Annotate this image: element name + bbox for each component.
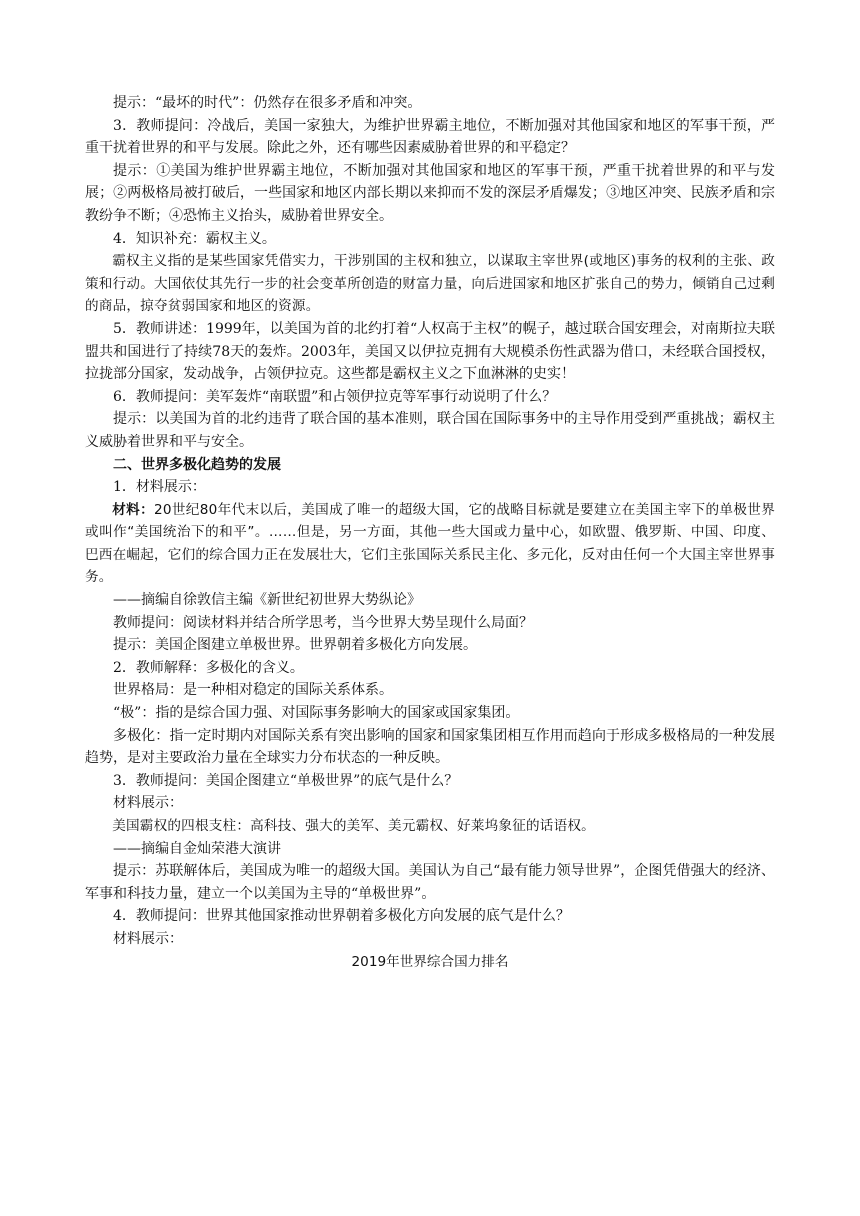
paragraph-question-other-countries: 4．教师提问：世界其他国家推动世界朝着多极化方向发展的底气是什么？ (113, 908, 570, 925)
paragraph-material-display-1: 1．材料展示： (113, 479, 206, 496)
paragraph-material-display-3: 材料展示： (113, 930, 183, 947)
material-lead-label: 材料： (112, 501, 155, 518)
paragraph-hint-soviet-collapse: 提示：苏联解体后，美国成为唯一的超级大国。美国认为自己“最有能力领导世界”，企图凭借强大的经济、军事和科技力量，建立一个以美国为主导的“单极世界”。 (85, 863, 775, 902)
material-unipolar-world (85, 499, 775, 589)
paragraph-question-6: 6．教师提问：美军轰炸“南联盟”和占领伊拉克等军事行动说明了什么？ (113, 388, 557, 405)
paragraph-pole-definition: “极”：指的是综合国力强、对国际事务影响大的国家或国家集团。 (113, 705, 520, 722)
material-hegemonism-definition: 霸权主义指的是某些国家凭借实力，干涉别国的主权和独立，以谋取主宰世界(或地区)事务的权利的主张、政策和行动。大国依仗其先行一步的社会变革所创造的财富力量，向后进国家和地区扩张自己的势力，倾销自己过剩的商品，掠夺贫弱国家和地区的资源。 (85, 253, 775, 315)
paragraph-hint-nato: 提示：以美国为首的北约违背了联合国的基本准则，联合国在国际事务中的主导作用受到严重挑战；霸权主义威胁着世界和平与安全。 (85, 411, 775, 450)
paragraph-hint-unipolar: 提示：美国企图建立单极世界。世界朝着多极化方向发展。 (113, 637, 477, 654)
paragraph-multipolarization-definition: 多极化：指一定时期内对国际关系有突出影响的国家和国家集团相互作用而趋向于形成多极格局的一种发展趋势，是对主要政治力量在全球实力分布状态的一种反映。 (85, 727, 775, 767)
material-body: 20世纪80年代末以后，美国成了唯一的超级大国，它的战略目标就是要建立在美国主宰下的单极世界或叫作“美国统治下的和平”。……但是，另一方面，其他一些大国或力量中心，如欧盟、俄罗斯、中国、印度、巴西在崛起，它们的综合国力正在发展壮大，它们主张国际关系民主化、多元化，反对由任何一个大国主宰世界事务。 (85, 501, 775, 586)
paragraph-question-us-confidence: 3．教师提问：美国企图建立“单极世界”的底气是什么？ (113, 772, 459, 789)
section-heading-multipolarity: 二、世界多极化趋势的发展 (113, 456, 281, 473)
paragraph-knowledge-supplement: 4．知识补充：霸权主义。 (113, 230, 276, 247)
material-four-pillars: 美国霸权的四根支柱：高科技、强大的美军、美元霸权、好莱坞象征的话语权。 (112, 818, 595, 834)
citation-jin-canrong: ——摘编自金灿荣港大演讲 (113, 840, 281, 857)
paragraph-explain-multipolarity: 2．教师解释：多极化的含义。 (113, 659, 304, 676)
citation-xu-dunxin: ——摘编自徐敦信主编《新世纪初世界大势纵论》 (113, 592, 421, 609)
paragraph-world-pattern: 世界格局：是一种相对稳定的国际关系体系。 (113, 682, 393, 699)
paragraph-hint-worst-times: 提示：“最坏的时代”：仍然存在很多矛盾和冲突。 (113, 95, 422, 111)
paragraph-teacher-question-trend: 教师提问：阅读材料并结合所学思考，当今世界大势呈现什么局面？ (113, 614, 533, 631)
table-caption-national-power-ranking: 2019年世界综合国力排名 (351, 953, 509, 970)
paragraph-material-display-2: 材料展示： (113, 795, 183, 812)
paragraph-hint-threats: 提示：①美国为维护世界霸主地位，不断加强对其他国家和地区的军事干预，严重干扰着世界的和平与发展；②两极格局被打破后，一些国家和地区内部长期以来抑而不发的深层矛盾爆发；③地区冲突、民族矛盾和宗教纷争不断；④恐怖主义抬头，威胁着世界安全。 (85, 162, 775, 224)
paragraph-teacher-narration-5: 5．教师讲述：1999年，以美国为首的北约打着“人权高于主权”的幌子，越过联合国安理会，对南斯拉夫联盟共和国进行了持续78天的轰炸。2003年，美国又以伊拉克拥有大规模杀伤性武器为借口，未经联合国授权，拉拢部分国家，发动战争，占领伊拉克。这些都是霸权主义之下血淋淋的史实！ (85, 320, 775, 383)
paragraph-question-3: 3．教师提问：冷战后，美国一家独大，为维护世界霸主地位，不断加强对其他国家和地区的军事干预，严重干扰着世界的和平与发展。除此之外，还有哪些因素威胁着世界的和平稳定？ (85, 117, 775, 157)
